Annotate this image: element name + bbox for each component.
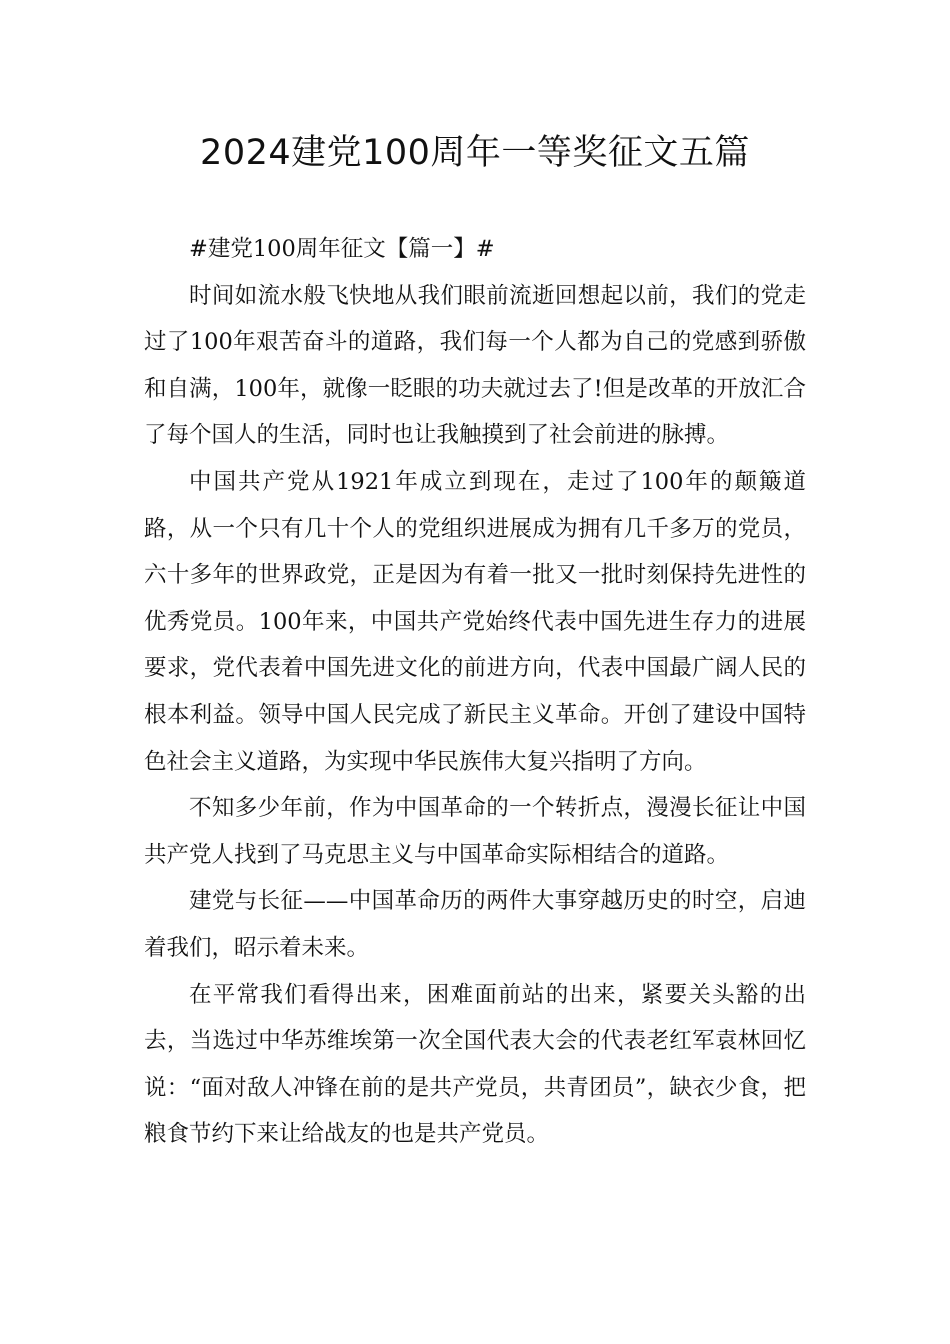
paragraph: 不知多少年前，作为中国革命的一个转折点，漫漫长征让中国共产党人找到了马克思主义与中国革命实际相结合的道路。	[144, 795, 806, 868]
document-body	[144, 226, 806, 1158]
document-title: 2024建党100周年一等奖征文五篇	[200, 133, 750, 173]
paragraph: 时间如流水般飞快地从我们眼前流逝回想起以前，我们的党走过了100年艰苦奋斗的道路，我们每一个人都为自己的党感到骄傲和自满，100年，就像一眨眼的功夫就过去了!但是改革的开放汇合了每个国人的生活，同时也让我触摸到了社会前进的脉搏。	[144, 282, 806, 449]
paragraph: 中国共产党从1921年成立到现在，走过了100年的颠簸道路，从一个只有几十个人的党组织进展成为拥有几千多万的党员，六十多年的世界政党，正是因为有着一批又一批时刻保持先进性的优秀党员。100年来，中国共产党始终代表中国先进生存力的进展要求，党代表着中国先进文化的前进方向，代表中国最广阔人民的根本利益。领导中国人民完成了新民主义革命。开创了建设中国特色社会主义道路，为实现中华民族伟大复兴指明了方向。	[144, 468, 806, 775]
paragraph: 在平常我们看得出来，困难面前站的出来，紧要关头豁的出去，当选过中华苏维埃第一次全国代表大会的代表老红军袁林回忆说：“面对敌人冲锋在前的是共产党员，共青团员”，缺衣少食，把粮食节约下来让给战友的也是共产党员。	[144, 981, 806, 1148]
section-heading: #建党100周年征文【篇一】#	[189, 236, 495, 262]
paragraph: 建党与长征——中国革命历的两件大事穿越历史的时空，启迪着我们，昭示着未来。	[144, 888, 806, 961]
